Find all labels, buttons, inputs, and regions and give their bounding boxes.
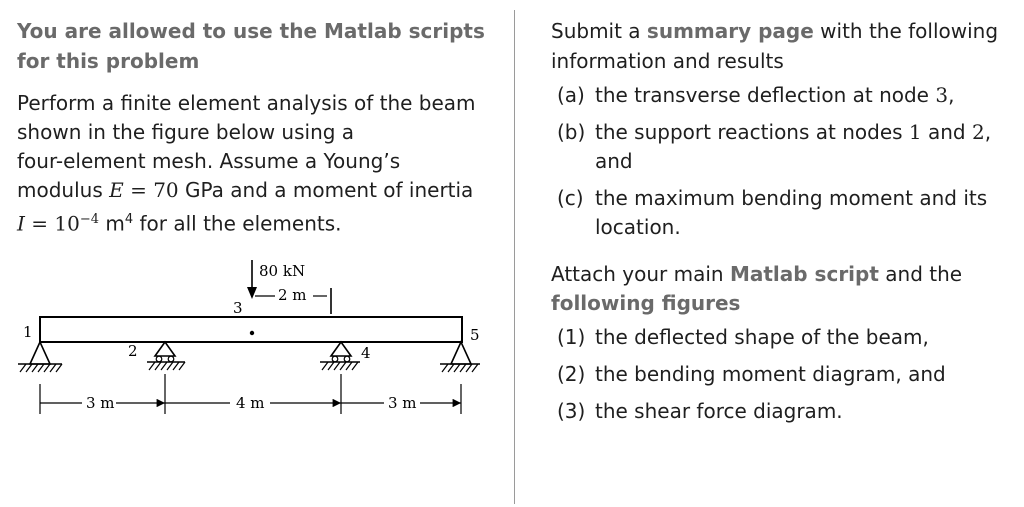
column-divider (514, 10, 515, 504)
intro-line-1: Perform a finite element analysis of the beam (17, 91, 476, 115)
submit-post: with the following information and results (551, 19, 999, 73)
intro-line-3: four-element mesh. Assume a Young’s (17, 149, 401, 173)
node-3-dot (250, 331, 254, 335)
attach-mid: and the (878, 262, 963, 286)
item-label: (2) (557, 362, 586, 386)
node-1-label: 1 (23, 323, 33, 341)
inertia-symbol: I (17, 211, 25, 236)
results-list (551, 81, 1011, 242)
pin-support-node-1 (30, 342, 50, 364)
attach-instructions (551, 260, 1011, 318)
submit-pre: Submit a (551, 19, 647, 43)
intro-line-2: shown in the figure below using a (17, 120, 355, 144)
modulus-value: 70 (153, 178, 179, 202)
problem-heading: You are allowed to use the Matlab scripts for this problem (17, 19, 485, 73)
roller-support-node-4 (331, 342, 351, 356)
list-item: (a) the transverse deflection at node 3, (551, 81, 1011, 110)
problem-statement (17, 89, 497, 239)
inertia-post: for all the elements. (133, 211, 342, 236)
list-item: (2) the bending moment diagram, and (551, 360, 1011, 389)
node-3-label: 3 (233, 299, 243, 317)
submit-instructions (551, 16, 1011, 76)
beam (40, 317, 462, 342)
attach-pre: Attach your main (551, 262, 730, 286)
node-2-label: 2 (128, 342, 138, 360)
summary-page-highlight: summary page (646, 19, 814, 43)
inertia-base: 10 (54, 211, 80, 236)
modulus-equals: = (123, 178, 154, 202)
roller-support-node-2 (155, 342, 175, 356)
inertia-equals: = (24, 211, 55, 236)
right-column (551, 16, 1011, 434)
list-item: (c) the maximum bending moment and its location. (551, 184, 1011, 242)
item-label: (1) (557, 325, 586, 349)
following-figures-highlight: following figures (551, 291, 741, 315)
list-item: (1) the deflected shape of the beam, (551, 323, 1011, 352)
modulus-symbol: E (109, 178, 124, 202)
beam-figure (0, 244, 480, 444)
modulus-pre: modulus (17, 178, 110, 202)
list-item: (3) the shear force diagram. (551, 397, 1011, 426)
node-5-label: 5 (470, 326, 480, 344)
node-4-label: 4 (361, 344, 371, 362)
dim-2m-label: 2 m (278, 286, 307, 304)
item-label: (3) (557, 399, 586, 423)
dim-3m-left-label: 3 m (86, 394, 115, 412)
item-label: (a) (557, 83, 585, 107)
modulus-unit: GPa and a moment of inertia (178, 178, 474, 202)
inertia-exponent: −4 (79, 212, 100, 227)
inertia-unit-exponent: 4 (124, 212, 134, 227)
figures-list (551, 323, 1011, 426)
inertia-unit: m (99, 211, 125, 236)
item-label: (c) (557, 186, 584, 210)
left-column (17, 16, 497, 412)
pin-support-node-5 (451, 342, 471, 364)
load-label: 80 kN (259, 262, 306, 280)
load-arrowhead (247, 287, 257, 299)
dim-3m-right-label: 3 m (388, 394, 417, 412)
item-label: (b) (557, 120, 586, 144)
list-item: (b) the support reactions at nodes 1 and 2, and (551, 118, 1011, 176)
matlab-script-highlight: Matlab script (729, 262, 879, 286)
dim-4m-label: 4 m (236, 394, 265, 412)
